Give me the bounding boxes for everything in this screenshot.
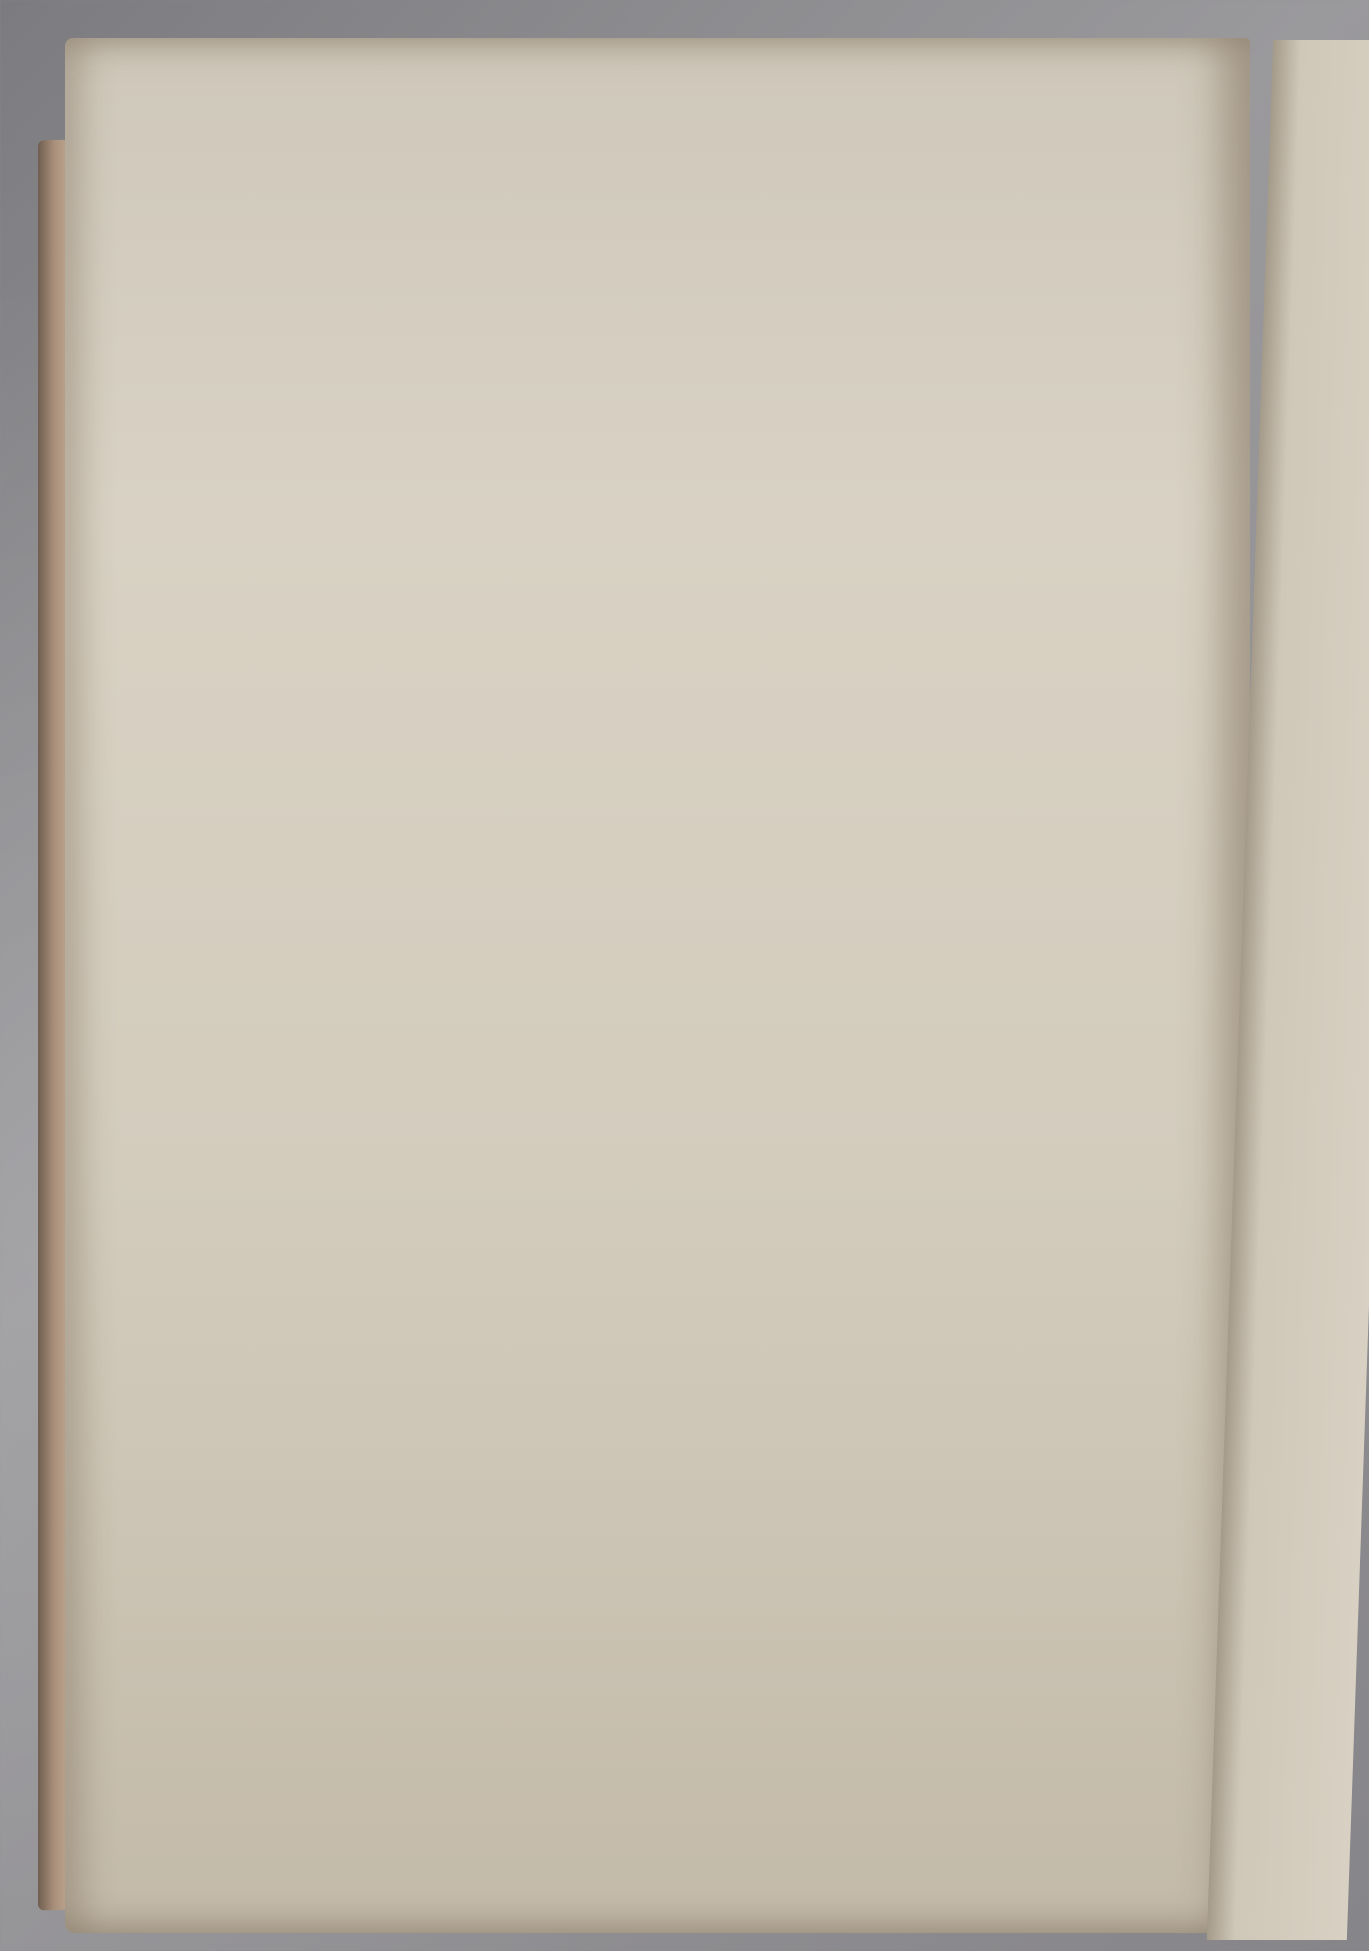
- book-page: [65, 38, 1250, 1933]
- page-header: [355, 140, 1215, 180]
